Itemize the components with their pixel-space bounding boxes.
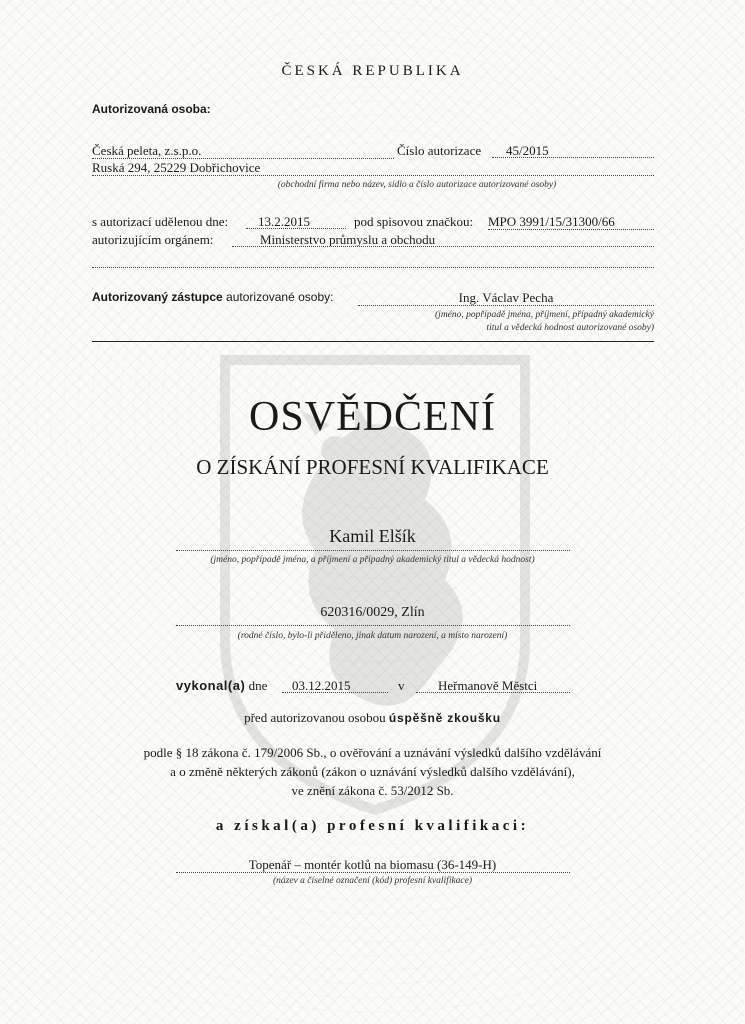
granted-date-label: s autorizací udělenou dne:: [92, 214, 229, 229]
section-divider: [92, 341, 654, 342]
holder-birth-caption: (rodné číslo, bylo-li přiděleno, jinak datum narození, a místo narození): [237, 631, 508, 641]
exam-date-label: dne: [248, 678, 268, 693]
authorized-person-label: Autorizovaná osoba:: [92, 102, 211, 116]
representative-name: Ing. Václav Pecha: [358, 290, 654, 306]
holder-birth-line: [176, 625, 570, 626]
representative-label: [92, 290, 333, 305]
organ-label: autorizujícím orgánem:: [92, 232, 214, 247]
exam-place: Heřmanově Městci: [416, 678, 570, 693]
exam-place-label: v: [398, 678, 405, 693]
holder-name: Kamil Elšík: [329, 526, 416, 546]
exam-result: úspěšně zkoušku: [388, 711, 501, 725]
authorization-number: 45/2015: [492, 143, 654, 158]
file-number-label: pod spisovou značkou:: [354, 214, 474, 229]
file-number: MPO 3991/15/31300/66: [488, 214, 654, 230]
exam-result-line: [0, 710, 745, 726]
legal-line-1: podle § 18 zákona č. 179/2006 Sb., o ověřování a uznávání výsledků dalšího vzdělávání: [143, 745, 602, 760]
country-header: ČESKÁ REPUBLIKA: [281, 63, 464, 79]
before-authorized-person: před autorizovanou osobou: [244, 710, 386, 725]
certificate-subtitle: O ZÍSKÁNÍ PROFESNÍ KVALIFIKACE: [196, 455, 549, 479]
holder-name-caption: (jméno, popřípadě jména, a příjmení a případný akademický titul a vědecká hodnost): [210, 555, 535, 565]
holder-name-line: [176, 550, 570, 551]
authorization-number-label: Číslo autorizace: [397, 143, 482, 158]
qualification-heading: a získal(a) profesní kvalifikaci:: [215, 818, 530, 834]
authorized-person-caption: (obchodní firma nebo název, sídlo a číslo autorizace autorizované osoby): [277, 180, 557, 190]
granted-date: 13.2.2015: [246, 214, 346, 229]
holder-birth: 620316/0029, Zlín: [320, 605, 425, 620]
representative-caption-2: titul a vědecká hodnost autorizované osoby): [486, 323, 654, 333]
authorized-person-address: Ruská 294, 25229 Dobřichovice: [92, 160, 654, 176]
legal-line-3: ve znění zákona č. 53/2012 Sb.: [291, 783, 454, 798]
qualification-name: Topenář – montér kotlů na biomasu (36-149-H): [248, 857, 497, 872]
qualification-caption: (název a číselné označení (kód) profesní kvalifikace): [272, 876, 473, 886]
representative-caption-1: (jméno, popřípadě jména, příjmení, případný akademický: [435, 310, 654, 320]
authorizing-organ: Ministerstvo průmyslu a obchodu: [232, 232, 654, 247]
qualification-line: [176, 872, 570, 873]
exam-line: [176, 678, 267, 693]
representative-label-bold: Autorizovaný zástupce: [92, 290, 223, 304]
authorized-person-name: Česká peleta, z.s.p.o.: [92, 143, 394, 159]
empty-dotted-line: [92, 252, 654, 268]
performed-label: vykonal(a): [176, 678, 246, 693]
exam-date: 03.12.2015: [282, 678, 388, 693]
representative-label-rest: autorizované osoby:: [226, 290, 334, 304]
legal-line-2: a o změně některých zákonů (zákon o uznávání výsledků dalšího vzdělávání),: [170, 764, 575, 779]
certificate-title: OSVĚDČENÍ: [249, 394, 496, 440]
